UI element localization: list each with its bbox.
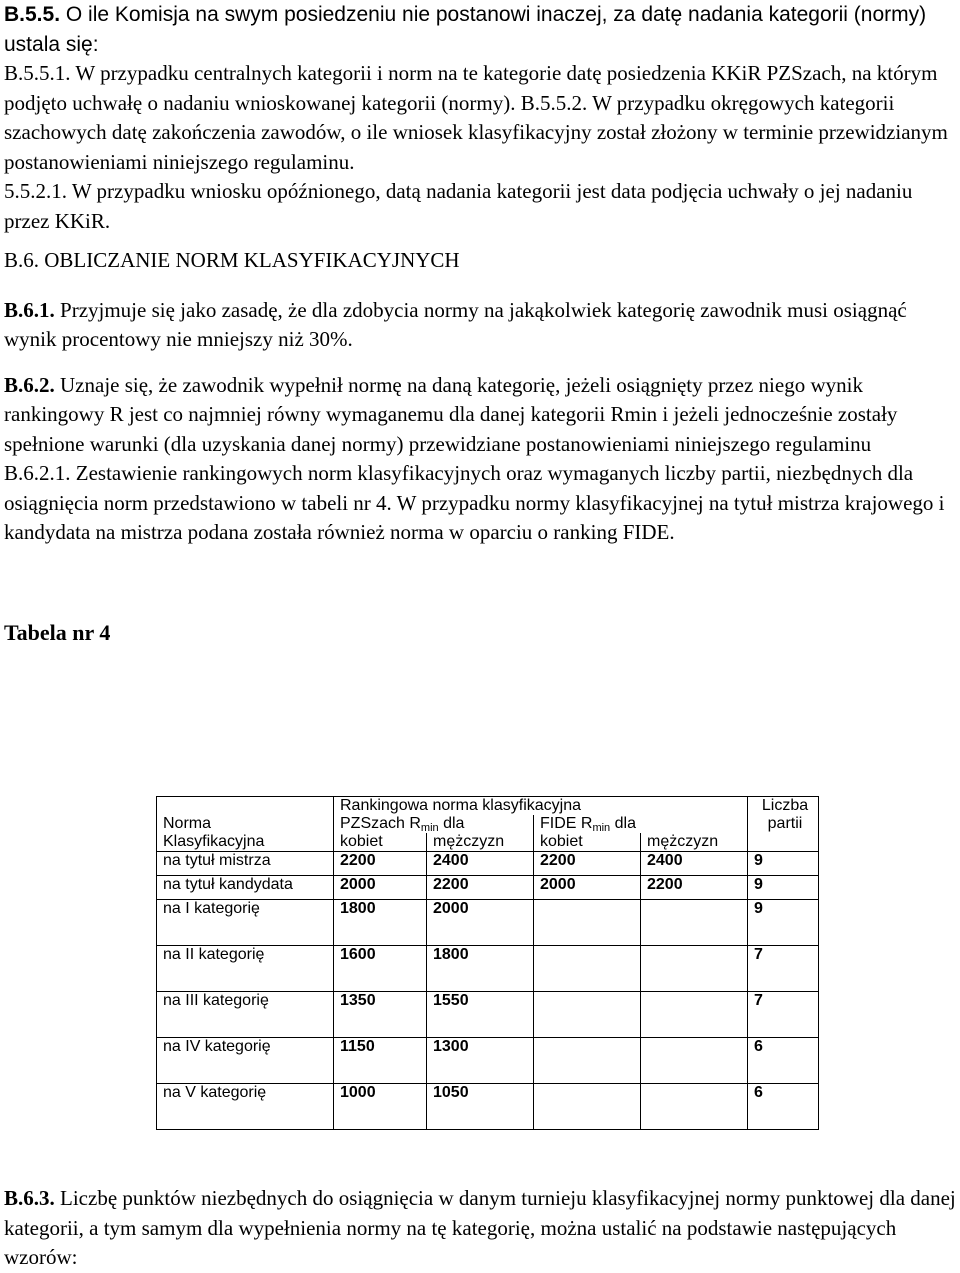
paragraph-text: Liczbę punktów niezbędnych do osiągnięcia w danym turnieju klasyfikacyjnej normy punktowej dla danej kategorii, a tym samym dla wypełnienia normy na tę kategorię, można ustalić na podstawie następujących wzorów: [4,1186,956,1269]
document-body-continued [4,1184,956,1273]
table-row: na I kategorię 1800 2000 9 [157,900,819,946]
header-liczba: Liczba [748,797,819,816]
table-row: na III kategorię 1350 1550 7 [157,992,819,1038]
document-body [4,0,956,647]
table-row: na IV kategorię 1150 1300 6 [157,1038,819,1084]
section-number: B.6.1. [4,297,55,322]
paragraph-b5551: B.5.5.1. W przypadku centralnych kategorii i norm na te kategorie datę posiedzenia KKiR PZSzach, na którym podjęto uchwałę o nadaniu wnioskowanej kategorii (normy). B.5.5.2. W przypadku okręgowych kategorii szachowych datę zakończenia zawodów, o ile wniosek klasyfikacyjny został złożony w terminie przewidzianym postanowieniami niniejszego regulaminu. [4,61,948,174]
paragraph-5521: 5.5.2.1. W przypadku wniosku opóźnionego, datą nadania kategorii jest data podjęcia uchwały o jej nadaniu przez KKiR. [4,179,913,233]
header-empty [748,833,819,852]
header-fide: FIDE $R_{min}$ dla [534,815,748,833]
table-row: na II kategorię 1600 1800 7 [157,946,819,992]
paragraph-b63 [4,1184,956,1273]
norms-table [156,796,819,1130]
header-norma-top [157,797,334,816]
table-row: na tytuł kandydata 2000 2200 2000 2200 9 [157,876,819,900]
table-row: na V kategorię 1000 1050 6 [157,1084,819,1130]
header-pz-mezczyzn: mężczyzn [427,833,534,852]
paragraph-text: O ile Komisja na swym posiedzeniu nie postanowi inaczej, za datę nadania kategorii (normy) ustala się: [4,3,927,56]
paragraph-b62 [4,371,956,460]
section-heading-b6: B.6. OBLICZANIE NORM KLASYFIKACYJNYCH [4,248,460,272]
paragraph-b61 [4,296,956,355]
header-pz-kobiet: kobiet [334,833,427,852]
section-number: B.6.2. [4,372,55,397]
header-norma-2: Klasyfikacyjna [157,833,334,852]
header-norma-1: Norma [157,815,334,833]
table-caption: Tabela nr 4 [4,619,111,645]
header-partii: partii [748,815,819,833]
header-fide-kobiet: kobiet [534,833,641,852]
paragraph-b621: B.6.2.1. Zestawienie rankingowych norm klasyfikacyjnych oraz wymaganych liczby partii, niezbędnych dla osiągnięcia norm przedstawiono w tabeli nr 4. W przypadku normy klasyfikacyjnej na tytuł mistrza krajowego i kandydata na mistrza podana została również norma w oparciu o ranking FIDE. [4,461,945,544]
paragraph-b555 [4,0,956,59]
paragraph-text: Uznaje się, że zawodnik wypełnił normę na daną kategorię, jeżeli osiągnięty przez niego wynik rankingowy R jest co najmniej równy wymaganemu dla danej kategorii Rmin i jeżeli jednocześnie zostały spełnione warunki (dla uzyskania danej normy) przewidziane postanowieniami niniejszego regulaminu [4,372,898,456]
header-group: Rankingowa norma klasyfikacyjna [334,797,748,816]
section-number: B.5.5. [4,3,61,26]
header-fide-mezczyzn: mężczyzn [641,833,748,852]
table-row: na tytuł mistrza 2200 2400 2200 2400 9 [157,852,819,876]
paragraph-text: Przyjmuje się jako zasadę, że dla zdobycia normy na jakąkolwiek kategorię zawodnik musi osiągnąć wynik procentowy nie mniejszy niż 30%. [4,297,907,351]
section-number: B.6.3. [4,1186,55,1210]
header-pzszach: PZSzach $R_{min}$ dla [334,815,534,833]
